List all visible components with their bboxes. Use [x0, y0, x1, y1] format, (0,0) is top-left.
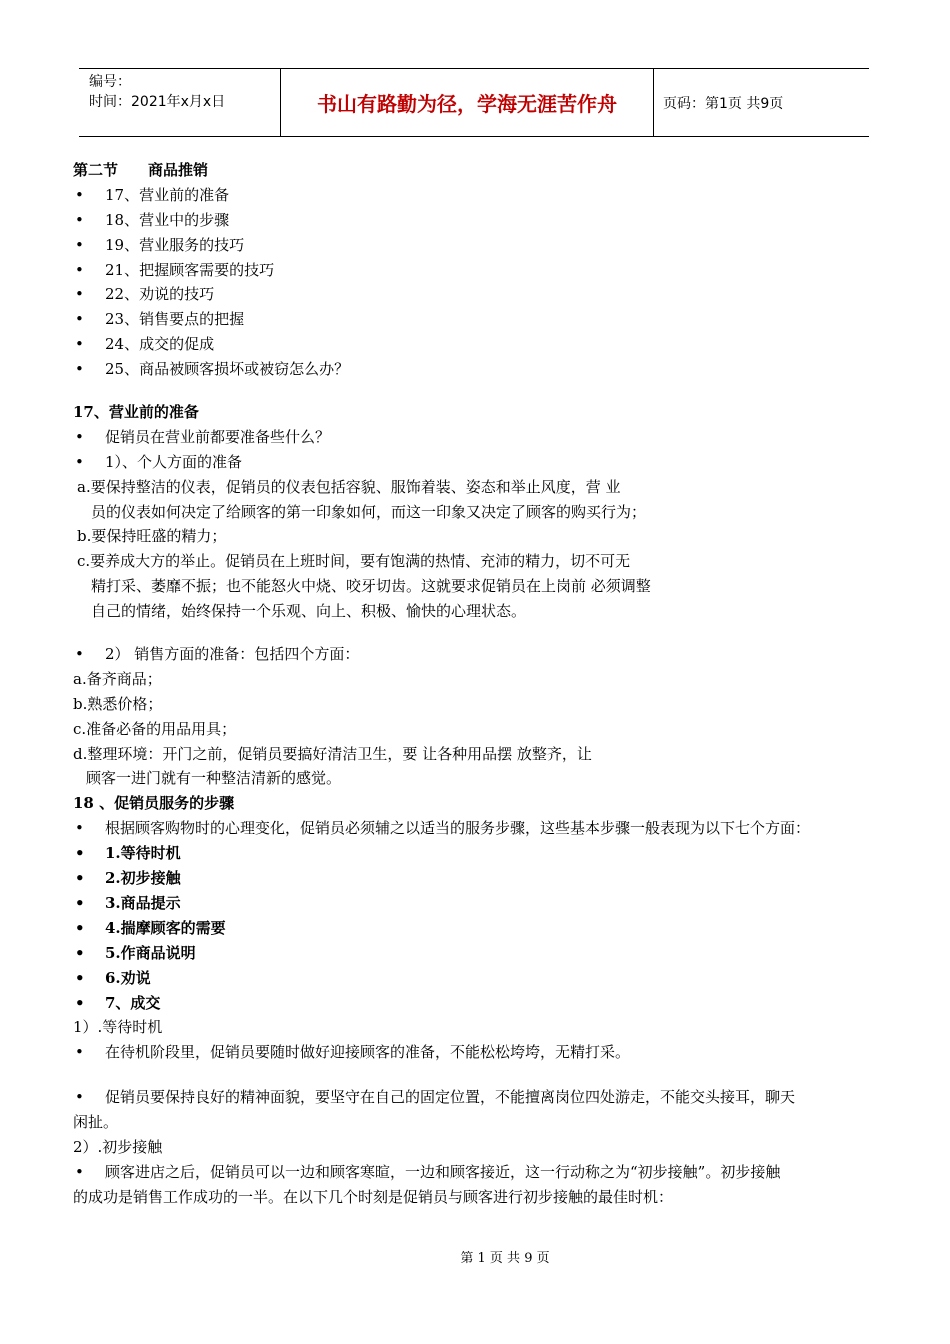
- toc-item: • 23、销售要点的把握: [73, 307, 893, 332]
- s18-wait-para: • 在待机阶段里，促销员要随时做好迎接顾客的准备，不能松松垮垮，无精打采。: [73, 1040, 893, 1065]
- s18-wait-heading: 1）.等待时机: [73, 1018, 163, 1037]
- bullet-icon: •: [75, 918, 85, 937]
- s18-spirit-para: • 促销员要保持良好的精神面貌，要坚守在自己的固定位置，不能擅离岗位四处游走，不能交头接耳，聊天: [73, 1085, 893, 1110]
- s17-sales-heading: • 2） 销售方面的准备：包括四个方面：: [73, 642, 893, 667]
- toc-item: • 19、营业服务的技巧: [73, 233, 893, 258]
- s17-item-b: b.要保持旺盛的精力；: [77, 527, 227, 546]
- page-footer: 第 1 页 共 9 页: [460, 1251, 550, 1266]
- date-label: 时间：2021年x月x日: [89, 94, 226, 110]
- bullet-icon: •: [75, 993, 85, 1012]
- s17-item-a: a.要保持整洁的仪表，促销员的仪表包括容貌、服饰着装、姿态和举止风度，营 业: [77, 477, 621, 496]
- header-motto: 书山有路勤为径，学海无涯苦作舟: [280, 69, 654, 136]
- spacer: [73, 624, 893, 642]
- bullet-icon: •: [75, 844, 85, 863]
- bullet-icon: •: [75, 1088, 84, 1107]
- document-body: [73, 158, 893, 1210]
- header-meta: [79, 69, 279, 136]
- s17-sales-b: b.熟悉价格；: [73, 694, 163, 713]
- bullet-icon: •: [75, 210, 84, 229]
- bullet-icon: •: [75, 427, 84, 446]
- bullet-icon: •: [75, 943, 85, 962]
- s17-item-c-cont: 精打采、萎靡不振；也不能怒火中烧、咬牙切齿。这就要求促销员在上岗前 必须调整: [91, 577, 651, 596]
- s18-step: • 7、成交: [73, 991, 893, 1016]
- s18-step: • 1.等待时机: [73, 841, 893, 866]
- bullet-icon: •: [75, 869, 85, 888]
- s17-item-a-cont: 员的仪表如何决定了给顾客的第一印象如何，而这一印象又决定了顾客的购买行为；: [91, 502, 647, 521]
- bullet-icon: •: [75, 185, 84, 204]
- bullet-icon: •: [75, 452, 84, 471]
- s18-step: • 6.劝说: [73, 966, 893, 991]
- s18-contact-para: • 顾客进店之后，促销员可以一边和顾客寒暄，一边和顾客接近，这一行动称之为“初步接触”。初步接触: [73, 1160, 893, 1185]
- bullet-icon: •: [75, 645, 84, 664]
- s17-sales-c: c.准备必备的用品用具；: [73, 719, 237, 738]
- s18-title: 18 、促销员服务的步骤: [73, 794, 235, 813]
- s18-spirit-para-cont: 闲扯。: [73, 1113, 119, 1132]
- s17-title: 17、营业前的准备: [73, 403, 199, 422]
- spacer: [73, 1065, 893, 1085]
- s17-sales-d-cont: 顾客一进门就有一种整洁清新的感觉。: [86, 769, 342, 788]
- spacer: [73, 382, 893, 400]
- s18-step: • 4.揣摩顾客的需要: [73, 916, 893, 941]
- s17-personal-heading: • 1）、个人方面的准备: [73, 450, 893, 475]
- toc-item: • 24、成交的促成: [73, 332, 893, 357]
- toc-item: • 21、把握顾客需要的技巧: [73, 258, 893, 283]
- s17-item-c-cont: 自己的情绪，始终保持一个乐观、向上、积极、愉快的心理状态。: [91, 602, 527, 621]
- page-header: [79, 68, 869, 137]
- toc-item: • 17、营业前的准备: [73, 183, 893, 208]
- number-label: 编号：: [89, 74, 131, 90]
- s17-question: • 促销员在营业前都要准备些什么？: [73, 425, 893, 450]
- s18-contact-para-cont: 的成功是销售工作成功的一半。在以下几个时刻是促销员与顾客进行初步接触的最佳时机：: [73, 1187, 674, 1206]
- s18-step: • 5.作商品说明: [73, 941, 893, 966]
- toc-item: • 25、商品被顾客损坏或被窃怎么办？: [73, 357, 893, 382]
- bullet-icon: •: [75, 285, 84, 304]
- bullet-icon: •: [75, 819, 84, 838]
- s18-contact-heading: 2）.初步接触: [73, 1137, 163, 1156]
- bullet-icon: •: [75, 1162, 84, 1181]
- bullet-icon: •: [75, 893, 85, 912]
- bullet-icon: •: [75, 260, 84, 279]
- section-title: 第二节 商品推销: [73, 161, 209, 179]
- toc-item: • 18、营业中的步骤: [73, 208, 893, 233]
- s18-intro: • 根据顾客购物时的心理变化，促销员必须辅之以适当的服务步骤，这些基本步骤一般表现为以下七个方面：: [73, 816, 893, 841]
- header-page-label: 页码：第1页 共9页: [663, 95, 784, 112]
- bullet-icon: •: [75, 360, 84, 379]
- s18-step: • 2.初步接触: [73, 866, 893, 891]
- s17-item-c: c.要养成大方的举止。促销员在上班时间，要有饱满的热情、充沛的精力，切不可无: [77, 552, 631, 571]
- bullet-icon: •: [75, 335, 84, 354]
- s18-step: • 3.商品提示: [73, 891, 893, 916]
- bullet-icon: •: [75, 310, 84, 329]
- bullet-icon: •: [75, 968, 85, 987]
- s17-sales-a: a.备齐商品；: [73, 669, 162, 688]
- bullet-icon: •: [75, 1043, 84, 1062]
- s17-sales-d: d.整理环境：开门之前，促销员要搞好清洁卫生，要 让各种用品摆 放整齐，让: [73, 744, 592, 763]
- toc-item: • 22、劝说的技巧: [73, 282, 893, 307]
- bullet-icon: •: [75, 235, 84, 254]
